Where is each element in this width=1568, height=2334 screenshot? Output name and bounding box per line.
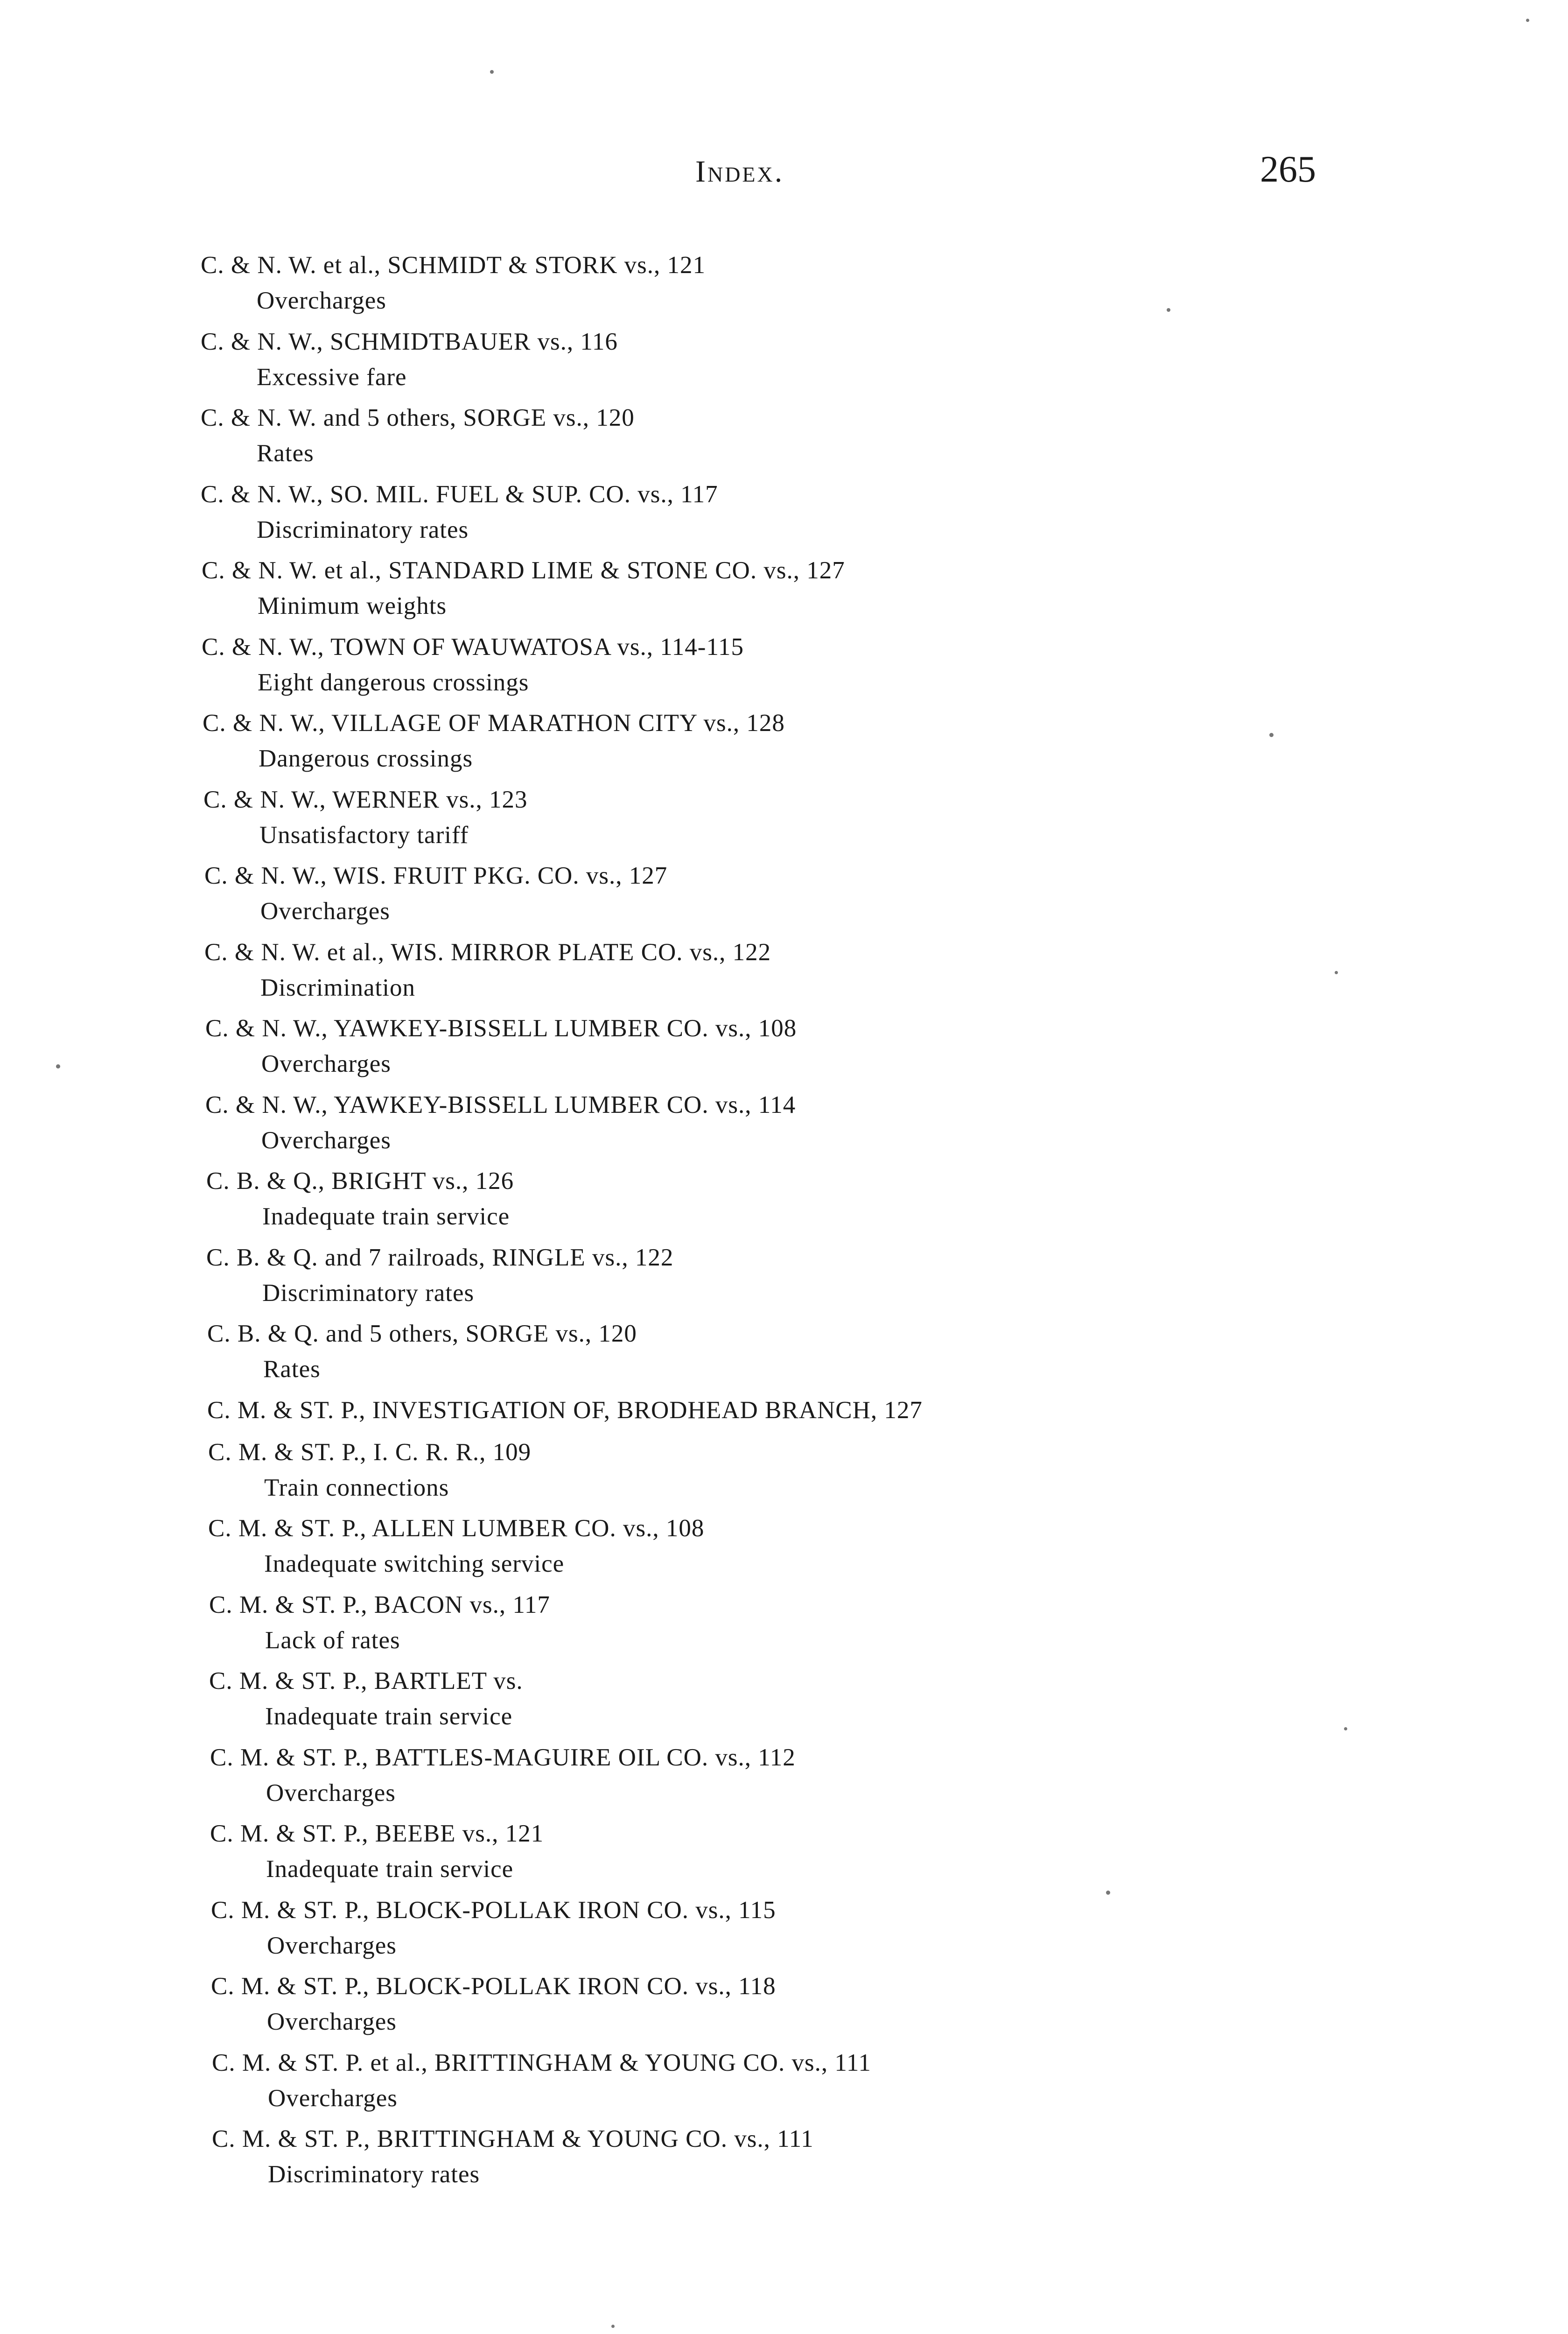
index-entry	[0, 2121, 1568, 2198]
entry-subject: Minimum weights	[258, 592, 447, 619]
entry-subject: Overcharges	[267, 1932, 397, 1959]
entry-heading: C. & N. W. et al., STANDARD LIME & STONE CO. vs., 127	[202, 557, 845, 584]
scan-speck	[1335, 971, 1338, 974]
entry-heading: C. & N. W., SO. MIL. FUEL & SUP. CO. vs., 117	[201, 480, 718, 508]
entry-heading: C. & N. W. and 5 others, SORGE vs., 120	[201, 404, 635, 431]
entry-subject: Overcharges	[266, 1779, 396, 1807]
entry-heading: C. M. & ST. P., ALLEN LUMBER CO. vs., 108	[208, 1515, 705, 1542]
index-entry	[0, 1663, 1568, 1740]
entry-heading: C. M. & ST. P., BACON vs., 117	[209, 1591, 550, 1618]
entry-heading: C. & N. W., YAWKEY-BISSELL LUMBER CO. vs., 114	[205, 1091, 796, 1118]
entry-heading: C. & N. W., WIS. FRUIT PKG. CO. vs., 127	[204, 862, 668, 889]
entry-subject: Inadequate train service	[266, 1856, 514, 1883]
index-entry	[0, 1087, 1568, 1164]
scan-speck	[1167, 308, 1170, 312]
entry-heading: C. M. & ST. P., BARTLET vs.	[209, 1667, 523, 1694]
entry-subject: Unsatisfactory tariff	[259, 821, 469, 849]
entry-subject: Excessive fare	[257, 363, 407, 391]
entry-heading: C. B. & Q., BRIGHT vs., 126	[206, 1167, 514, 1195]
entry-subject: Rates	[257, 440, 314, 467]
entry-heading: C. & N. W. et al., SCHMIDT & STORK vs., 121	[201, 252, 706, 279]
entry-heading: C. M. & ST. P., INVESTIGATION OF, BRODHEAD BRANCH, 127	[207, 1396, 923, 1424]
entry-subject: Inadequate train service	[262, 1203, 510, 1230]
entry-subject: Overcharges	[267, 2008, 397, 2035]
scan-speck	[490, 70, 494, 74]
index-entry	[0, 2045, 1568, 2122]
entry-subject: Rates	[263, 1356, 321, 1383]
scan-speck	[1526, 19, 1529, 22]
entry-heading: C. B. & Q. and 5 others, SORGE vs., 120	[207, 1320, 637, 1347]
entry-subject: Overcharges	[268, 2084, 398, 2112]
index-entry	[0, 553, 1568, 629]
entry-subject: Discrimination	[260, 974, 415, 1001]
page-title: Index.	[695, 155, 784, 189]
entry-subject: Inadequate train service	[265, 1703, 513, 1730]
index-entry	[0, 1316, 1568, 1392]
index-entry	[0, 629, 1568, 706]
index-entry	[0, 400, 1568, 477]
index-entry	[0, 1240, 1568, 1316]
entry-subject: Eight dangerous crossings	[258, 668, 529, 696]
entry-subject: Overcharges	[257, 287, 386, 314]
index-entry	[0, 477, 1568, 553]
entry-heading: C. & N. W., VILLAGE OF MARATHON CITY vs., 128	[203, 710, 785, 737]
index-entry	[0, 1587, 1568, 1664]
entry-heading: C. M. & ST. P. et al., BRITTINGHAM & YOUNG CO. vs., 111	[212, 2049, 871, 2076]
index-entry	[0, 705, 1568, 782]
entry-heading: C. B. & Q. and 7 railroads, RINGLE vs., 122	[206, 1244, 674, 1271]
entry-heading: C. M. & ST. P., I. C. R. R., 109	[208, 1438, 532, 1466]
entry-subject: Inadequate switching service	[264, 1550, 565, 1577]
entry-heading: C. & N. W., TOWN OF WAUWATOSA vs., 114-115	[202, 633, 744, 661]
entry-subject: Discriminatory rates	[262, 1279, 475, 1307]
entry-heading: C. & N. W. et al., WIS. MIRROR PLATE CO. vs., 122	[204, 938, 771, 966]
entry-heading: C. M. & ST. P., BATTLES-MAGUIRE OIL CO. vs., 112	[210, 1743, 796, 1771]
index-entry	[0, 1011, 1568, 1087]
scan-speck	[1269, 733, 1274, 737]
index-entry	[0, 324, 1568, 401]
page-number: 265	[1260, 149, 1316, 190]
index-entry	[0, 1392, 1568, 1434]
entry-subject: Train connections	[264, 1474, 449, 1501]
entry-heading: C. & N. W., SCHMIDTBAUER vs., 116	[201, 328, 618, 355]
index-entry	[0, 935, 1568, 1011]
index-entry	[0, 247, 1568, 324]
entry-heading: C. M. & ST. P., BEEBE vs., 121	[210, 1820, 544, 1847]
index-entry	[0, 1434, 1568, 1511]
index-entry	[0, 1163, 1568, 1240]
entry-subject: Discriminatory rates	[257, 516, 469, 543]
entry-subject: Discriminatory rates	[268, 2161, 480, 2188]
index-entries	[0, 247, 1568, 2198]
index-entry	[0, 782, 1568, 858]
entry-heading: C. M. & ST. P., BRITTINGHAM & YOUNG CO. vs., 111	[212, 2125, 814, 2152]
entry-subject: Dangerous crossings	[259, 745, 473, 772]
index-entry	[0, 858, 1568, 935]
entry-heading: C. & N. W., YAWKEY-BISSELL LUMBER CO. vs., 108	[205, 1015, 797, 1042]
index-entry	[0, 1892, 1568, 1969]
entry-subject: Overcharges	[260, 898, 390, 925]
entry-heading: C. M. & ST. P., BLOCK-POLLAK IRON CO. vs., 115	[211, 1896, 776, 1924]
entry-heading: C. & N. W., WERNER vs., 123	[203, 786, 528, 813]
index-entry	[0, 1740, 1568, 1816]
entry-heading: C. M. & ST. P., BLOCK-POLLAK IRON CO. vs., 118	[211, 1973, 776, 2000]
entry-subject: Overcharges	[261, 1126, 391, 1154]
scan-speck	[1106, 1891, 1110, 1895]
index-entry	[0, 1511, 1568, 1587]
entry-subject: Overcharges	[261, 1050, 391, 1077]
scan-speck	[1344, 1727, 1347, 1730]
index-entry	[0, 1816, 1568, 1892]
entry-subject: Lack of rates	[265, 1626, 400, 1654]
index-entry	[0, 1968, 1568, 2045]
page-header	[0, 149, 1568, 210]
scan-speck	[56, 1064, 60, 1069]
scan-speck	[611, 2325, 615, 2328]
